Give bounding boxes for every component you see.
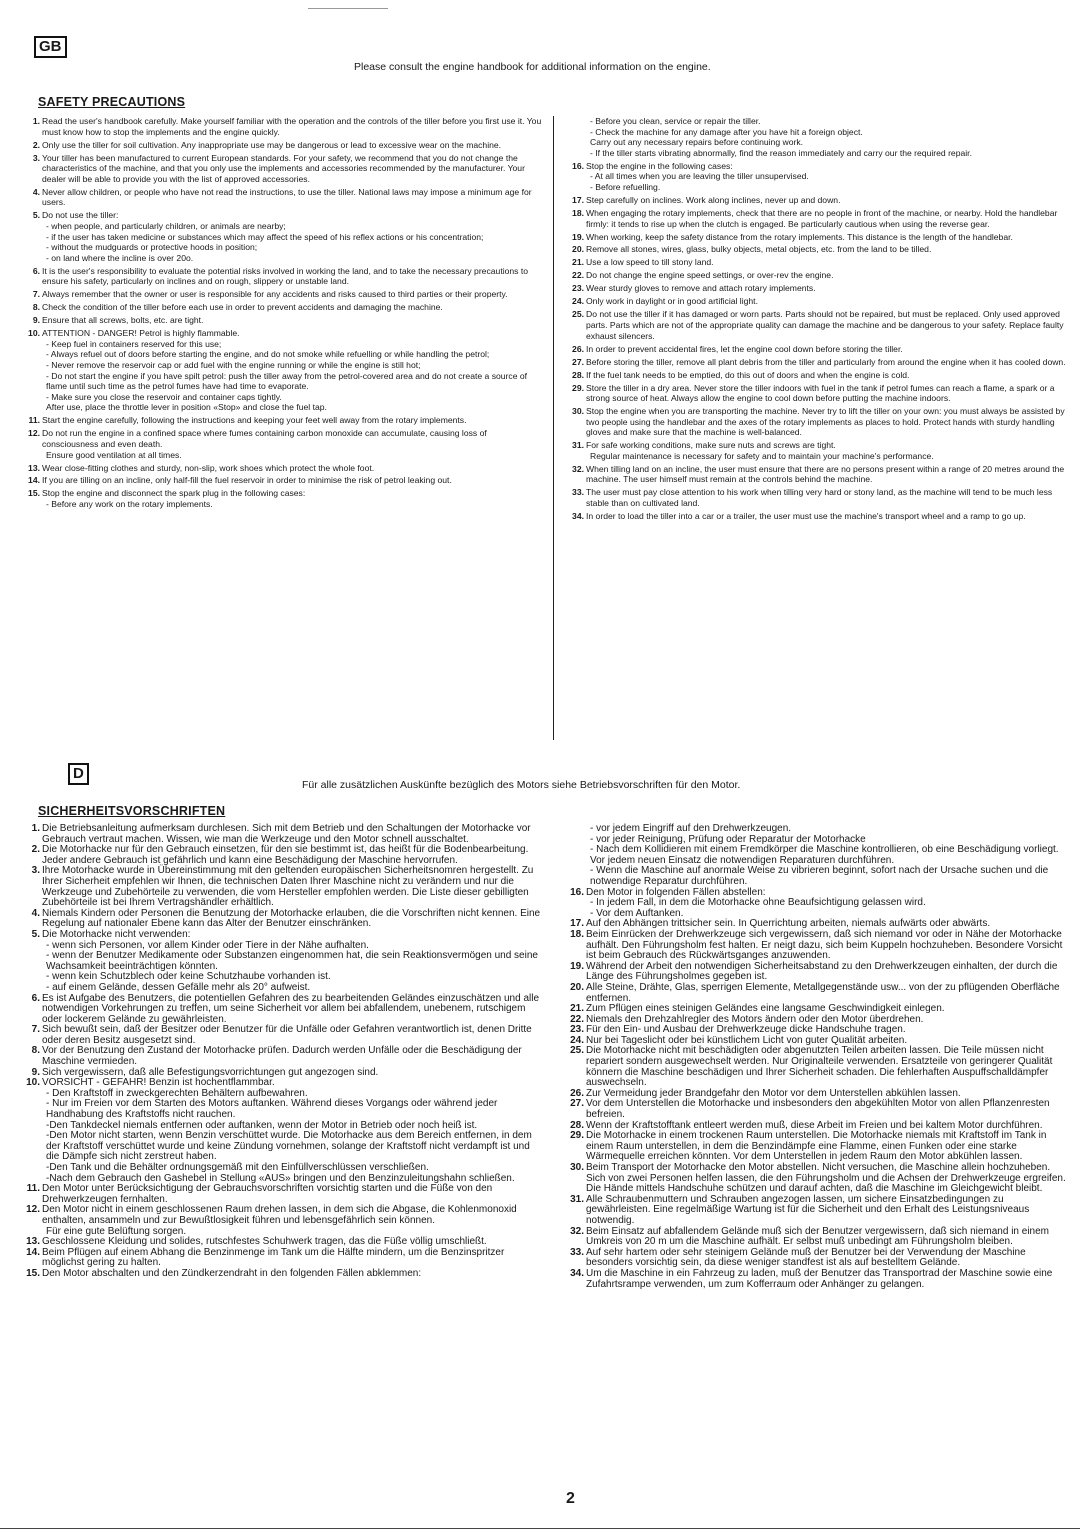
item-number: 34.	[570, 1267, 584, 1279]
item-text: Wenn der Kraftstofftank entleert werden muß, diese Arbeit im Freien und bei kaltem Motor durchführen.	[586, 1119, 1043, 1131]
list-item	[564, 383, 1068, 404]
list-item	[564, 888, 1070, 920]
item-subpoint: - wenn der Benutzer Medikamente oder Substanzen eingenommen hat, die sein Reaktionsvermögen und seine Wachsamkeit beeinträchtigen könnten.	[46, 950, 538, 972]
item-text: Vor dem Unterstellen die Motorhacke und insbesonders den abgekühlten Motor von allen Pflanzenresten befreien.	[586, 1098, 1050, 1121]
item-subpoint: - auf einem Gelände, dessen Gefälle mehr als 20° aufweist.	[46, 981, 311, 993]
item-subpoint: - Wenn die Maschine auf anormale Weise zu vibrieren beginnt, sofort nach der Ursache suchen und die notwendige Reparatur durchführen.	[590, 865, 1049, 887]
list-item	[564, 257, 1068, 268]
list-item	[20, 994, 544, 1026]
item-text: Auf sehr hartem oder sehr steinigem Gelände muß der Benutzer bei der Verwendung der Maschine besonders vorsichtig sein, da diese weniger standfest ist als auf bestelltem Gelände.	[586, 1246, 1026, 1269]
item-number: 17.	[570, 918, 584, 930]
list-item	[564, 511, 1068, 522]
item-number: 9.	[31, 1066, 40, 1078]
item-text: Nur bei Tageslicht oder bei künstlichem Licht von guter Qualität arbeiten.	[586, 1034, 908, 1046]
list-item	[20, 302, 544, 313]
item-text: Die Motorhacke nicht verwenden:	[42, 928, 191, 940]
item-text: In order to load the tiller into a car or a trailer, the user must use the machine's transport wheel and a ramp to go up.	[586, 511, 1026, 522]
item-number: 14.	[26, 1246, 40, 1258]
item-number: 22.	[572, 270, 584, 281]
item-subpoint: - without the mudguards or protective hoods in position;	[46, 242, 258, 253]
item-number: 11.	[26, 1183, 40, 1195]
item-number: 12.	[28, 428, 40, 439]
item-text: Wear close-fitting clothes and sturdy, non-slip, work shoes which protect the whole foot.	[42, 462, 375, 473]
gb-intro: Please consult the engine handbook for additional information on the engine.	[354, 61, 711, 73]
item-text: Always remember that the owner or user is responsible for any accidents and risks caused to third parties or their property.	[42, 289, 508, 300]
list-item	[564, 116, 1068, 158]
item-text: Zur Vermeidung jeder Brandgefahr den Motor vor dem Unterstellen abkühlen lassen.	[586, 1087, 961, 1099]
item-text: Do not use the tiller if it has damaged or worn parts. Parts should not be repaired, but must be replaced. Only used approved parts. Parts which are not of the appropriate quality can damage the machine and be dangerous to your safety. Replace faulty exhaust silencers.	[586, 309, 1064, 341]
item-text: Niemals den Drehzahlregler des Motors ändern oder den Motor überdrehen.	[586, 1013, 924, 1025]
language-label-de: D	[68, 763, 89, 785]
item-text: Beim Transport der Motorhacke den Motor abstellen. Nicht versuchen, die Maschine allein hochzuheben. Sich von zwei Personen helfen lassen, die den Führungsholm und die Achsen der Drehwerkzeuge ergreifen. Die Hände mittels Handschuhe schützen und darauf achten, daß die Maschine im Gleichgewicht bleibt.	[586, 1162, 1066, 1195]
page-number: 2	[566, 1490, 575, 1507]
item-subpoint: - Before you clean, service or repair the tiller.	[590, 116, 761, 126]
list-item	[564, 962, 1070, 983]
item-number: 12.	[26, 1204, 40, 1216]
item-text: When tilling land on an incline, the user must ensure that there are no persons present within a range of 20 metres around the machine. The user himself must remain at the controls behind the machine.	[586, 463, 1065, 485]
gb-heading: SAFETY PRECAUTIONS	[38, 95, 186, 109]
item-number: 22.	[570, 1013, 584, 1025]
item-number: 11.	[28, 415, 40, 426]
item-number: 24.	[570, 1034, 584, 1046]
item-subpoint: - Never remove the reservoir cap or add fuel with the engine running or while the engine is still hot;	[46, 359, 421, 370]
item-subpoint: Regular maintenance is necessary for safety and to maintain your machine's performance.	[590, 450, 934, 461]
list-item	[20, 315, 544, 326]
item-subpoint: Für eine gute Belüftung sorgen.	[46, 1225, 187, 1237]
item-text: Only work in daylight or in good artificial light.	[586, 296, 758, 307]
list-item	[20, 415, 544, 426]
list-item	[564, 930, 1070, 962]
item-text: Your tiller has been manufactured to current European standards. For your safety, we recommend that you do not change the characteristics of the machine, and that you only use the implements and accessories recommended by the manufacturer. Your dealer will be able to provide you with the list of approved accessories.	[42, 152, 525, 184]
item-number: 16.	[570, 886, 584, 898]
list-item	[20, 475, 544, 486]
list-item	[20, 1184, 544, 1205]
item-number: 1.	[31, 823, 40, 834]
list-item	[20, 1205, 544, 1237]
item-number: 13.	[26, 1236, 40, 1248]
item-number: 2.	[32, 139, 40, 150]
item-number: 15.	[26, 1267, 40, 1279]
gb-left-list	[20, 116, 544, 510]
item-text: Ihre Motorhacke wurde in Übereinstimmung mit den geltenden europäischen Sicherheitsnomren hergestellt. Zu Ihrer Sicherheit empfehlen wir Ihnen, die technischen Daten Ihrer Maschine nicht zu verändern und nur die Werkzeuge und Zubehörteile zu verwenden, die vom Hersteller empfohlen werden. Die Liste dieser gebilligten Zubehörteile ist bei Ihrem Vertragshändler erhältlich.	[42, 865, 534, 909]
item-number: 23.	[572, 283, 584, 294]
item-number: 32.	[570, 1225, 584, 1237]
item-subpoint: - Before any work on the rotary implements.	[46, 499, 213, 510]
item-subpoint: - when people, and particularly children, or animals are nearby;	[46, 220, 286, 231]
item-number: 25.	[572, 309, 584, 320]
item-number: 34.	[572, 511, 584, 522]
item-subpoint: -Den Tank und die Behälter ordnungsgemäß mit den Einfüllverschlüssen verschließen.	[46, 1162, 429, 1173]
de-heading: SICHERHEITSVORSCHRIFTEN	[38, 804, 226, 818]
item-text: Die Betriebsanleitung aufmerksam durchlesen. Sich mit dem Betrieb und den Schaltungen der Motorhacke vor Gebrauch vertraut machen. Wissen, wie man die Werkzeuge und den Motor schnell ausschaltet.	[42, 823, 531, 845]
item-number: 29.	[570, 1130, 584, 1142]
list-item	[564, 983, 1070, 1004]
item-text: Beim Einrücken der Drehwerkzeuge sich vergewissern, daß sich niemand vor oder in Nähe der Motorhacke aufhält. Den Führungsholm fest halten. Er neigt dazu, sich beim Kuppeln hochzuheben. Besondere Vorsicht ist beim Gebrauch des Rückwärtsganges anzuwenden.	[586, 928, 1063, 962]
item-text: Es ist Aufgabe des Benutzers, die potentiellen Gefahren des zu bearbeitenden Geländes einzuschätzen und alle notwendigen Vorkehrungen zu treffen, um seine Sicherheit vor allem bei abfallendem, unebenem, rutschigem oder lockerem Gelände zu gewährleisten.	[42, 992, 540, 1025]
item-text: Vor der Benutzung den Zustand der Motorhacke prüfen. Dadurch werden Unfälle oder die Beschädigung der Maschine vermieden.	[42, 1045, 522, 1068]
item-subpoint: - wenn kein Schutzblech oder keine Schutzhaube vorhanden ist.	[46, 971, 331, 983]
item-text: Store the tiller in a dry area. Never store the tiller indoors with fuel in the tank if petrol fumes can reach a flame, a spark or a strong source of heat. Always allow the engine to cool down before putting the machine indoors.	[586, 382, 1055, 404]
item-text: Den Motor unter Berücksichtigung der Gebrauchsvorschriften vorsichtig starten und die Füße von den Drehwerkzeugen fernhalten.	[42, 1183, 493, 1205]
item-text: Zum Pflügen eines steinigen Geländes eine langsame Geschwindigkeit einlegen.	[586, 1003, 945, 1015]
item-number: 5.	[31, 928, 40, 940]
item-subpoint: - vor jeder Reinigung, Prüfung oder Reparatur der Motorhacke	[590, 833, 866, 845]
list-item	[20, 909, 544, 930]
item-number: 26.	[572, 343, 584, 354]
top-rule	[308, 8, 388, 9]
item-subpoint: - on land where the incline is over 20o.	[46, 252, 194, 263]
item-number: 9.	[32, 315, 40, 326]
item-number: 8.	[31, 1045, 40, 1057]
gb-right-column	[564, 116, 1068, 524]
item-text: Sich vergewissern, daß alle Befestigungsvorrichtungen gut angezogen sind.	[42, 1066, 379, 1078]
item-text: Während der Arbeit den notwendigen Sicherheitsabstand zu den Drehwerkzeugen einhalten, der durch die Länge des Führungsholmes gegeben ist.	[586, 960, 1058, 983]
item-number: 18.	[570, 928, 584, 940]
list-item	[20, 463, 544, 474]
item-text: If you are tilling on an incline, only half-fill the fuel reservoir in order to minimise the risk of petrol leaking out.	[42, 475, 452, 486]
list-item	[564, 824, 1070, 888]
item-number: 13.	[28, 462, 40, 473]
item-text: Stop the engine in the following cases:	[586, 160, 733, 171]
item-number: 27.	[570, 1098, 584, 1110]
list-item	[20, 1248, 544, 1269]
list-item	[20, 1078, 544, 1184]
item-number: 19.	[570, 960, 584, 972]
item-subpoint: - Do not start the engine if you have spilt petrol: push the tiller away from the petrol-covered area and do not create a source of flame until such time as the petrol fumes have had time to evaporate.	[46, 370, 528, 392]
item-text: Wear sturdy gloves to remove and attach rotary implements.	[586, 283, 816, 294]
item-text: Ensure that all screws, bolts, etc. are tight.	[42, 315, 204, 326]
item-subpoint: - In jedem Fall, in dem die Motorhacke ohne Beaufsichtigung gelassen wird.	[590, 897, 926, 909]
list-item	[20, 1025, 544, 1046]
item-text: Use a low speed to till stony land.	[586, 257, 714, 268]
item-text: It is the user's responsibility to evaluate the potential risks involved in working the land, and to take the necessary precautions to ensure his safety, particularly on inclines and on rough, slippery or unstable land.	[42, 265, 529, 287]
item-text: Den Motor nicht in einem geschlossenen Raum drehen lassen, in dem sich die Abgase, die Kohlenmonoxid enthalten, ansammeln und zur Bewußtlosigkeit führen und lebensgefährlich sein können.	[42, 1204, 517, 1226]
item-text: Step carefully on inclines. Work along inclines, never up and down.	[586, 194, 841, 205]
item-text: The user must pay close attention to his work when tilling very hard or stony land, as the machine will tend to be much less stable than on cultivated land.	[586, 487, 1053, 509]
item-text: Beim Pflügen auf einem Abhang die Benzinmenge im Tank um die Hälfte mindern, um die Benzinspritzer möglichst gering zu halten.	[42, 1246, 505, 1269]
item-subpoint: - Vor dem Auftanken.	[590, 907, 684, 919]
list-item	[564, 208, 1068, 229]
list-item	[20, 824, 544, 845]
item-number: 10.	[28, 328, 40, 339]
list-item	[564, 1195, 1070, 1227]
item-text: Do not change the engine speed settings, or over-rev the engine.	[586, 270, 834, 281]
de-right-list	[564, 824, 1070, 1290]
item-text: Für den Ein- und Ausbau der Drehwerkzeuge dicke Handschuhe tragen.	[586, 1024, 906, 1036]
item-number: 30.	[572, 406, 584, 417]
list-item	[564, 283, 1068, 294]
list-item	[564, 161, 1068, 193]
item-number: 30.	[570, 1162, 584, 1173]
item-number: 31.	[570, 1193, 584, 1205]
item-subpoint: - Nur im Freien vor dem Starten des Motors auftanken. Während dieses Vorgangs oder während jeder Handhabung des Kraftstoffs nicht rauchen.	[46, 1098, 498, 1121]
list-item	[564, 406, 1068, 438]
list-item	[564, 270, 1068, 281]
item-text: Alle Steine, Drähte, Glas, sperrigen Elemente, Metallgegenstände usw... von der zu pflügenden Oberfläche entfernen.	[586, 981, 1060, 1004]
list-item	[20, 866, 544, 908]
item-text: If the fuel tank needs to be emptied, do this out of doors and when the engine is cold.	[586, 369, 910, 380]
item-number: 21.	[570, 1003, 584, 1015]
list-item	[20, 140, 544, 151]
item-subpoint: -Den Motor nicht starten, wenn Benzin verschüttet wurde. Die Motorhacke aus dem Bereich entfernen, in dem der Kraftstoff verschüttet wurde und keine Zündung vornehmen, solange der Kraftstoff nicht verdampft ist und die Dämpfe sich nicht zerstreut haben.	[46, 1130, 532, 1163]
item-text: Stop the engine and disconnect the spark plug in the following cases:	[42, 488, 306, 499]
item-text: Never allow children, or people who have not read the instructions, to use the tiller. National laws may impose a minimum age for users.	[42, 186, 532, 208]
list-item	[20, 1269, 544, 1280]
list-item	[20, 1046, 544, 1067]
item-text: Start the engine carefully, following the instructions and keeping your feet well away from the rotary implements.	[42, 415, 467, 426]
item-text: When engaging the rotary implements, check that there are no people in front of the machine, or nearby. Hold the handlebar firmly: it tends to rise up when the clutch is engaged. Be particularly cautious when using the reverse gear.	[586, 207, 1058, 229]
list-item	[20, 153, 544, 185]
item-number: 21.	[572, 257, 584, 268]
item-text: Den Motor in folgenden Fällen abstellen:	[586, 886, 766, 898]
item-number: 32.	[572, 463, 584, 474]
item-number: 19.	[572, 231, 584, 242]
item-subpoint: - Nach dem Kollidieren mit einem Fremdkörper die Maschine kontrollieren, ob eine Beschädigung vorliegt. Vor jedem neuen Einsatz die notwendigen Reparaturen durchführen.	[590, 844, 1059, 866]
de-intro: Für alle zusätzlichen Auskünfte bezüglich des Motors siehe Betriebsvorschriften für den Motor.	[302, 779, 741, 791]
item-text: Auf den Abhängen trittsicher sein. In Querrichtung arbeiten, niemals aufwärts oder abwärts.	[586, 918, 991, 930]
item-subpoint: - Keep fuel in containers reserved for this use;	[46, 338, 222, 349]
item-number: 28.	[572, 369, 584, 380]
item-number: 15.	[28, 488, 40, 499]
list-item	[20, 428, 544, 460]
item-number: 6.	[31, 992, 40, 1004]
item-text: Remove all stones, wires, glass, bulky objects, metal objects, etc. from the land to be tilled.	[586, 244, 932, 255]
item-number: 33.	[570, 1246, 584, 1258]
item-number: 17.	[572, 194, 584, 205]
item-subpoint: - If the tiller starts vibrating abnormally, find the reason immediately and carry our the required repair.	[590, 147, 972, 158]
item-text: Die Motorhacke nur für den Gebrauch einsetzen, für den sie bestimmt ist, das heißt für die Bodenbearbeitung. Jeder andere Gebrauch ist gefährlich und kann eine Beschädigung der Maschine hervorrufen.	[42, 844, 529, 866]
item-subpoint: Ensure good ventilation at all times.	[46, 449, 182, 460]
item-text: Alle Schraubenmuttern und Schrauben angezogen lassen, um sichere Einsatzbedingungen zu gewährleisten. Eine regelmäßige Wartung ist für die Sicherheit und den Erhalt des Leistungsniveaus notwendig.	[586, 1193, 1030, 1226]
item-text: For safe working conditions, make sure nuts and screws are tight.	[586, 440, 836, 451]
item-number: 5.	[32, 210, 40, 221]
item-number: 16.	[572, 160, 584, 171]
item-number: 7.	[31, 1024, 40, 1036]
list-item	[564, 370, 1068, 381]
list-item	[564, 487, 1068, 508]
item-subpoint: - Check the machine for any damage after you have hit a foreign object.	[590, 126, 863, 137]
item-text: Stop the engine when you are transporting the machine. Never try to lift the tiller on your own: you must always be assisted by two people using the handlebar and the axes of the rotary implements as places to hold. Protect hands with sturdy handling gloves and make sure that the machine is well-balanced.	[586, 406, 1065, 438]
item-subpoint: - wenn sich Personen, vor allem Kinder oder Tiere in der Nähe aufhalten.	[46, 939, 369, 951]
item-text: Den Motor abschalten und den Zündkerzendraht in den folgenden Fällen abklemmen:	[42, 1267, 422, 1279]
item-text: Die Motorhacke nicht mit beschädigten oder abgenutzten Teilen arbeiten lassen. Die Teile müssen nicht repariert sondern ausgewechselt werden. Nur Originalteile verwenden. Ersatzteile von geringerer Qualität könnern die Maschine beschädigen und Ihrer Sicherheit schaden. Die fehlerhaften Auspuffschalldämpfer auswechseln.	[586, 1045, 1053, 1089]
item-number: 18.	[572, 207, 584, 218]
item-text: Before storing the tiller, remove all plant debris from the tiller and particularly from around the engine when it has cooled down.	[586, 356, 1066, 367]
item-number: 25.	[570, 1045, 584, 1057]
list-item	[564, 309, 1068, 341]
item-text: Check the condition of the tiller before each use in order to prevent accidents and damaging the machine.	[42, 302, 443, 313]
item-text: Do not run the engine in a confined space where fumes containing carbon monoxide can accumulate, causing loss of consciousness and even death.	[42, 428, 487, 449]
item-text: Die Motorhacke in einem trockenen Raum unterstellen. Die Motorhacke niemals mit Kraftstoff im Tank in einem Raum unterstellen, in dem die Benzindämpfe eine Flamme, einen Funken oder eine starke Wärmequelle erreichen könnten. Vor dem Unterstellen in jedem Raum den Motor abkühlen lassen.	[586, 1130, 1047, 1163]
item-text: Um die Maschine in ein Fahrzeug zu laden, muß der Benutzer das Transportrad der Maschine sowie eine Zufahrtsrampe verwenden, um zum Kofferraum oder Anhänger zu gelangen.	[586, 1267, 1053, 1290]
item-number: 20.	[572, 244, 584, 255]
gb-right-list	[564, 116, 1068, 522]
item-subpoint: -Den Tankdeckel niemals entfernen oder auftanken, wenn der Motor in Betrieb oder noch heiß ist.	[46, 1119, 478, 1131]
language-label-gb: GB	[34, 36, 67, 58]
item-text: In order to prevent accidental fires, let the engine cool down before storing the tiller.	[586, 343, 903, 354]
item-subpoint: - Den Kraftstoff in zweckgerechten Behältern aufbewahren.	[46, 1087, 308, 1099]
item-number: 28.	[570, 1119, 584, 1131]
item-subpoint: - Make sure you close the reservoir and container caps tightly.	[46, 391, 282, 402]
list-item	[564, 296, 1068, 307]
bottom-rule	[0, 1528, 1080, 1529]
list-item	[564, 1163, 1070, 1195]
list-item	[564, 357, 1068, 368]
item-text: Niemals Kindern oder Personen die Benutzung der Motorhacke erlauben, die die Vorschriften nicht kennen. Eine Regelung auf nationaler Ebene kann das Alter der Benutzer einschränken.	[42, 907, 541, 930]
item-number: 27.	[572, 356, 584, 367]
item-number: 31.	[572, 440, 584, 451]
list-item	[564, 1269, 1070, 1290]
item-number: 20.	[570, 981, 584, 993]
list-item	[564, 464, 1068, 485]
list-item	[564, 440, 1068, 461]
item-number: 14.	[28, 475, 40, 486]
item-number: 2.	[31, 844, 40, 856]
item-text: Sich bewußt sein, daß der Besitzer oder Benutzer für die Unfälle oder Gefahren verantwortlich ist, denen Dritte oder deren Besitz ausgesetzt sind.	[42, 1024, 532, 1046]
item-text: Read the user's handbook carefully. Make yourself familiar with the operation and the controls of the tiller before you first use it. You must know how to stop the implements and the engine quickly.	[42, 116, 542, 137]
list-item	[564, 1131, 1070, 1163]
list-item	[20, 116, 544, 137]
item-number: 10.	[26, 1077, 40, 1089]
item-subpoint: - At all times when you are leaving the tiller unsupervised.	[590, 171, 809, 182]
item-text: When working, keep the safety distance from the rotary implements. This distance is the length of the handlebar.	[586, 231, 1013, 242]
item-text: Beim Einsatz auf abfallendem Gelände muß sich der Benutzer vergewissern, daß sich niemand in einem Umkreis von 20 m um die Maschine aufhält. Er selbst muß unbedingt am Führungsholm bleiben.	[586, 1225, 1050, 1248]
de-left-column	[20, 824, 544, 1280]
list-item	[564, 1248, 1070, 1269]
gb-left-column	[20, 116, 544, 512]
item-number: 26.	[570, 1087, 584, 1099]
item-text: Geschlossene Kleidung und solides, rutschfestes Schuhwerk tragen, das die Füße völlig umschließt.	[42, 1236, 487, 1248]
item-number: 7.	[32, 289, 40, 300]
item-number: 1.	[32, 116, 40, 126]
list-item	[20, 930, 544, 994]
list-item	[564, 1046, 1070, 1088]
item-subpoint: - Before refuelling.	[590, 181, 661, 192]
list-item	[20, 488, 544, 509]
list-item	[564, 1227, 1070, 1248]
list-item	[564, 232, 1068, 243]
list-item	[564, 244, 1068, 255]
list-item	[20, 266, 544, 287]
item-number: 4.	[32, 186, 40, 197]
de-left-list	[20, 824, 544, 1280]
item-subpoint: After use, place the throttle lever in position «Stop» and close the fuel tap.	[46, 402, 327, 413]
item-text: Do not use the tiller:	[42, 210, 119, 221]
item-number: 23.	[570, 1024, 584, 1036]
item-subpoint: - Always refuel out of doors before starting the engine, and do not smoke while refuelling or while handling the petrol;	[46, 349, 490, 360]
item-text: VORSICHT - GEFAHR! Benzin ist hochentflammbar.	[42, 1077, 275, 1089]
list-item	[564, 344, 1068, 355]
item-number: 3.	[31, 865, 40, 877]
item-subpoint: -Nach dem Gebrauch den Gashebel in Stellung «AUS» bringen und den Benzinzuleitungshahn schließen.	[46, 1172, 515, 1184]
item-number: 33.	[572, 487, 584, 498]
list-item	[20, 289, 544, 300]
item-text: Only use the tiller for soil cultivation. Any inappropriate use may be dangerous or lead to excessive wear on the machine.	[42, 139, 502, 150]
list-item	[564, 1099, 1070, 1120]
item-subpoint: Carry out any necessary repairs before continuing work.	[590, 137, 804, 148]
item-number: 8.	[32, 302, 40, 313]
list-item	[20, 845, 544, 866]
gb-column-divider	[553, 116, 554, 740]
list-item	[20, 328, 544, 413]
list-item	[20, 210, 544, 263]
de-right-column	[564, 824, 1070, 1290]
item-number: 4.	[31, 907, 40, 919]
item-subpoint: - vor jedem Eingriff auf den Drehwerkzeugen.	[590, 823, 792, 834]
item-text: ATTENTION - DANGER! Petrol is highly flammable.	[42, 328, 240, 339]
item-number: 29.	[572, 382, 584, 393]
item-number: 3.	[32, 152, 40, 163]
item-subpoint: - if the user has taken medicine or substances which may affect the speed of his reflex actions or his concentration;	[46, 231, 484, 242]
list-item	[564, 195, 1068, 206]
list-item	[20, 187, 544, 208]
item-number: 6.	[32, 265, 40, 276]
item-number: 24.	[572, 296, 584, 307]
